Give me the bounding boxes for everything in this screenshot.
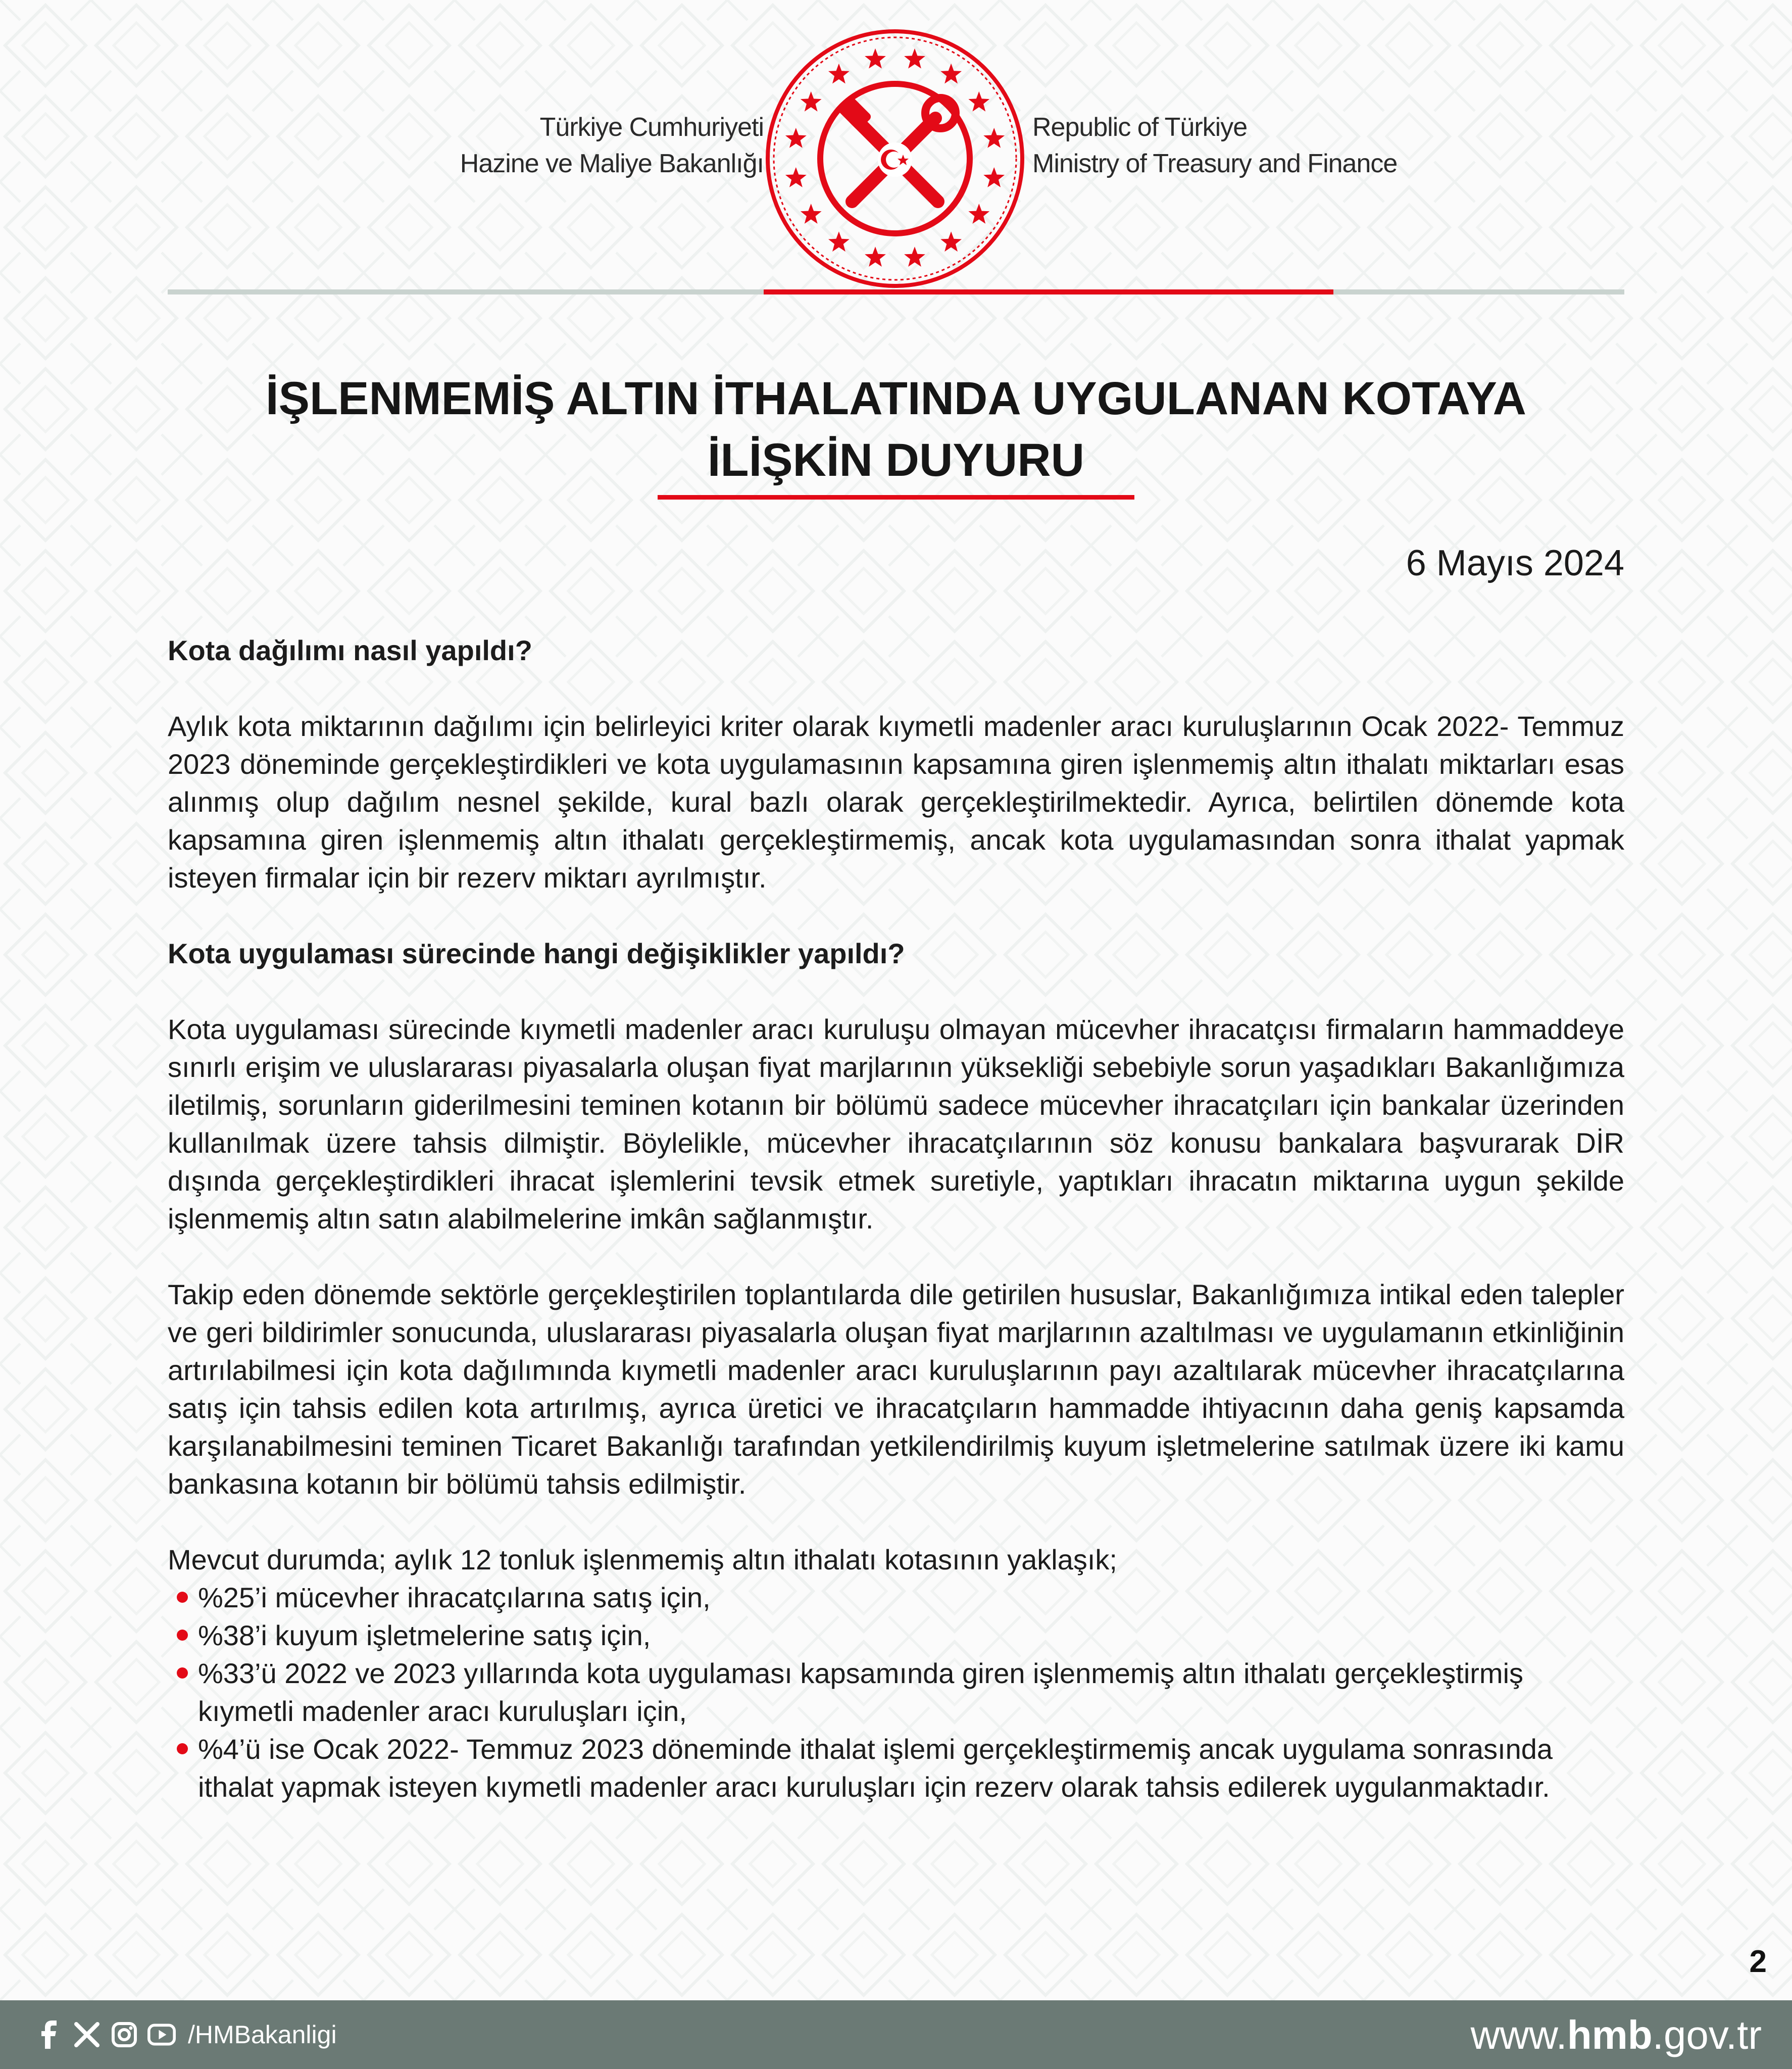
org-name-english bbox=[1032, 109, 1397, 182]
instagram-icon[interactable] bbox=[110, 2021, 138, 2049]
facebook-icon[interactable] bbox=[35, 2021, 64, 2049]
page-number: 2 bbox=[1749, 1944, 1767, 1979]
question-heading-1: Kota dağılımı nasıl yapıldı? bbox=[168, 634, 532, 666]
org-en-line1: Republic of Türkiye bbox=[1032, 113, 1248, 142]
emblem-star-icon bbox=[801, 204, 822, 224]
emblem-star-icon bbox=[968, 91, 989, 112]
paragraph-1: Aylık kota miktarının dağılımı için belirleyici kriter olarak kıymetli madenler aracı kuruluşlarının Ocak 2022- Temmuz 2023 döneminde gerçekleştirdikleri ve kota uygulamasının kapsamına giren işlenmemiş altın ithalatı miktarları esas alınmış olup dağılım nesnel şekilde, kural bazlı olarak gerçekleştirilmektedir. Ayrıca, belirtilen dönemde kota kapsamına giren işlenmemiş altın ithalatı gerçekleştirmemiş, ancak kota uygulamasından sonra ithalat yapmak isteyen firmalar için bir rezerv miktarı ayrılmıştır. bbox=[168, 710, 1624, 894]
list-item: %33’ü 2022 ve 2023 yıllarında kota uygulaması kapsamında giren işlenmemiş altın ithalatı gerçekleştirmiş kıymetli madenler aracı kuruluşları için, bbox=[168, 1654, 1624, 1730]
bullet-dot-icon bbox=[177, 1667, 188, 1679]
announcement-body bbox=[168, 631, 1624, 1806]
org-en-line2: Ministry of Treasury and Finance bbox=[1032, 149, 1398, 178]
bullet-dot-icon bbox=[177, 1743, 188, 1754]
emblem-star-icon bbox=[940, 231, 962, 252]
header-rule-left bbox=[168, 289, 764, 294]
title-line-2: İLİŞKİN DUYURU bbox=[707, 434, 1085, 486]
emblem-star-icon bbox=[983, 128, 1005, 148]
website-link[interactable]: www.hmb.gov.tr bbox=[1470, 2012, 1762, 2057]
org-name-turkish bbox=[460, 109, 764, 182]
emblem-star-icon bbox=[865, 48, 886, 69]
emblem-star-icon bbox=[940, 64, 962, 84]
youtube-icon[interactable] bbox=[147, 2021, 176, 2049]
quota-breakdown-list bbox=[168, 1579, 1624, 1806]
page-title bbox=[152, 368, 1640, 491]
org-tr-line1: Türkiye Cumhuriyeti bbox=[539, 113, 764, 142]
announcement-date: 6 Mayıs 2024 bbox=[1406, 543, 1624, 583]
org-tr-line2: Hazine ve Maliye Bakanlığı bbox=[460, 149, 764, 178]
title-line-1: İŞLENMEMİŞ ALTIN İTHALATINDA UYGULANAN KOTAYA bbox=[266, 373, 1526, 424]
emblem-star-icon bbox=[983, 167, 1005, 187]
paragraph-2: Kota uygulaması sürecinde kıymetli madenler aracı kuruluşu olmayan mücevher ihracatçısı firmaların hammaddeye sınırlı erişim ve uluslararası piyasalarla oluşan fiyat marjlarının yüksekliği sebebiyle sorun yaşadıkları Bakanlığımıza iletilmiş, sorunların giderilmesini teminen kotanın bir bölümü sadece mücevher ihracatçıları için bankalar üzerinden kullanılmak üzere tahsis dilmiştir. Böylelikle, mücevher ihracatçılarının söz konusu bankalara başvurarak DİR dışında gerçekleştirdikleri ihracat işlemlerini tevsik etmek suretiyle, yaptıkları ihracatın miktarına uygun şekilde işlenmemiş altın satın alabilmelerine imkân sağlanmıştır. bbox=[168, 1013, 1624, 1235]
emblem-star-icon bbox=[828, 231, 850, 252]
social-links bbox=[35, 2018, 337, 2051]
bullet-dot-icon bbox=[177, 1592, 188, 1603]
emblem-star-icon bbox=[785, 128, 807, 148]
emblem-star-icon bbox=[904, 247, 925, 267]
x-icon[interactable] bbox=[73, 2021, 101, 2049]
paragraph-4: Mevcut durumda; aylık 12 tonluk işlenmemiş altın ithalatı kotasının yaklaşık; bbox=[168, 1544, 1117, 1575]
header-rule-red bbox=[764, 289, 1333, 294]
emblem-star-icon bbox=[904, 48, 925, 69]
footer-bar bbox=[0, 2000, 1792, 2069]
list-item: %38’i kuyum işletmelerine satış için, bbox=[168, 1616, 1624, 1654]
list-item: %25’i mücevher ihracatçılarına satış için, bbox=[168, 1579, 1624, 1616]
emblem-star-icon bbox=[785, 167, 807, 187]
ministry-emblem-icon bbox=[764, 27, 1026, 290]
emblem-star-icon bbox=[828, 64, 850, 84]
bullet-dot-icon bbox=[177, 1630, 188, 1641]
emblem-star-icon bbox=[801, 91, 822, 112]
list-item: %4’ü ise Ocak 2022- Temmuz 2023 döneminde ithalat işlemi gerçekleştirmemiş ancak uygulama sonrasında ithalat yapmak isteyen kıymetli madenler aracı kuruluşları için rezerv olarak tahsis edilerek uygulanmaktadır. bbox=[168, 1730, 1624, 1806]
header-rule-right bbox=[1333, 289, 1624, 294]
emblem-star-icon bbox=[968, 204, 989, 224]
paragraph-3: Takip eden dönemde sektörle gerçekleştirilen toplantılarda dile getirilen hususlar, Bakanlığımıza intikal eden talepler ve geri bildirimler sonucunda, uluslararası piyasalarla oluşan fiyat marjlarının azaltılması ve uygulamanın etkinliğinin artırılabilmesi için kota dağılımında kıymetli madenler aracı kuruluşlarının payı azaltılarak mücevher ihracatçılarına satış için tahsis edilen kota artırılmış, ayrıca üretici ve ihracatçıların hammadde ihtiyacının daha geniş kapsamda karşılanabilmesini teminen Ticaret Bakanlığı tarafından yetkilendirilmiş kuyum işletmelerine satılmak üzere iki kamu bankasına kotanın bir bölümü tahsis edilmiştir. bbox=[168, 1278, 1624, 1500]
social-handle[interactable]: /HMBakanligi bbox=[188, 2021, 337, 2049]
title-underline bbox=[658, 495, 1134, 500]
emblem-star-icon bbox=[865, 247, 886, 267]
question-heading-2: Kota uygulaması sürecinde hangi değişiklikler yapıldı? bbox=[168, 938, 905, 969]
